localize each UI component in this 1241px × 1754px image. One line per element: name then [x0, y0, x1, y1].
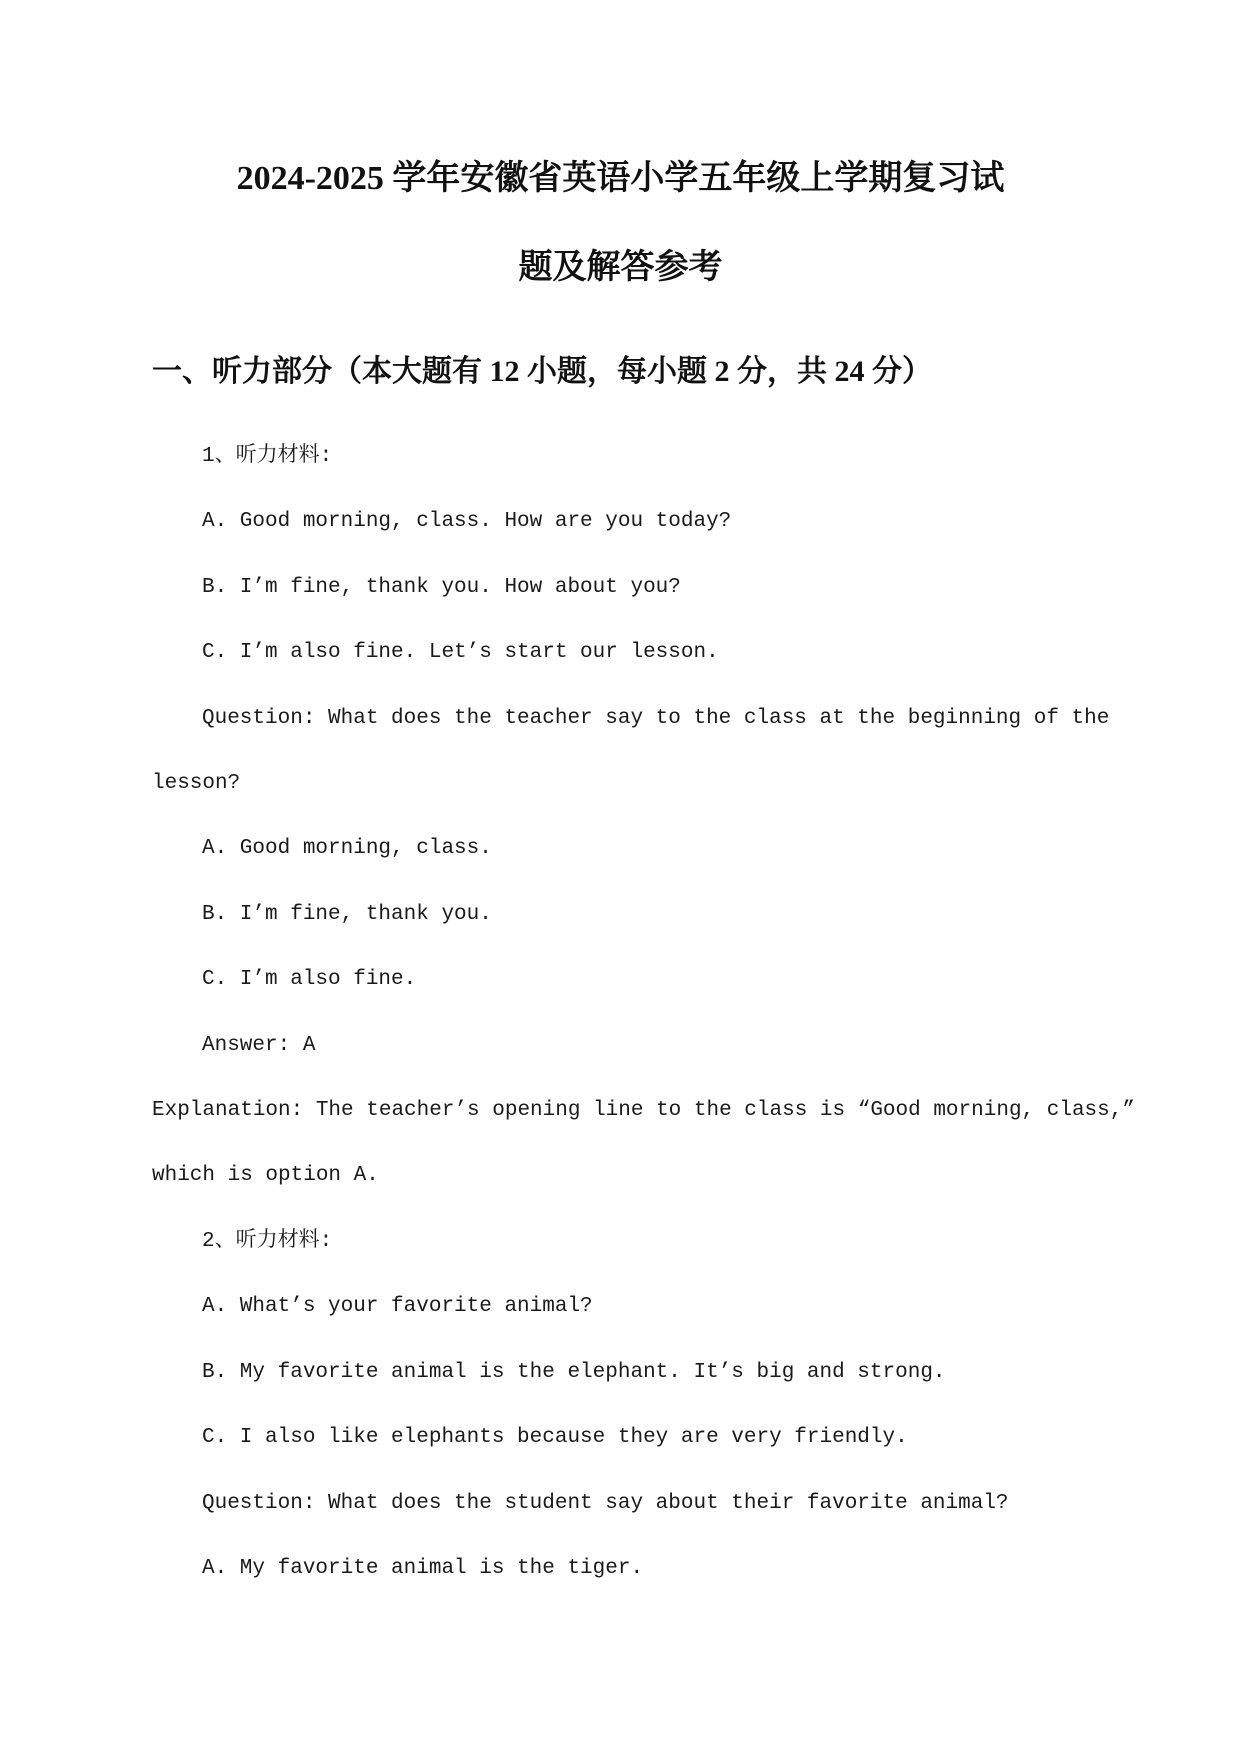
dialogue-line-c: C. I also like elephants because they are very friendly.	[202, 1426, 908, 1450]
dialogue-line-a: A. Good morning, class. How are you today?	[202, 510, 732, 534]
question-2	[152, 1209, 1152, 1601]
dialogue-line-a: A. What’s your favorite animal?	[202, 1295, 593, 1319]
option-a: A. Good morning, class.	[202, 837, 492, 861]
question-text: Question: What does the student say about their favorite animal?	[202, 1491, 1009, 1515]
dialogue-line-b: B. I’m fine, thank you. How about you?	[202, 575, 681, 599]
explanation: Explanation: The teacher’s opening line to the class is “Good morning, class,” which is option A.	[152, 1099, 1135, 1188]
section-heading: 一、听力部分（本大题有 12 小题，每小题 2 分，共 24 分）	[152, 355, 932, 388]
option-c: C. I’m also fine.	[202, 968, 417, 992]
answer: Answer: A	[202, 1033, 316, 1057]
dialogue-line-c: C. I’m also fine. Let’s start our lesson.	[202, 641, 719, 665]
question-1	[152, 424, 1152, 1209]
title-line-2: 题及解答参考	[518, 249, 723, 286]
question-text: Question: What does the teacher say to the class at the beginning of the lesson?	[152, 706, 1110, 796]
option-a: A. My favorite animal is the tiger.	[202, 1556, 644, 1580]
dialogue-line-b: B. My favorite animal is the elephant. It’s big and strong.	[202, 1360, 946, 1384]
listening-material-label: 2、听力材料:	[202, 1229, 333, 1253]
listening-material-label: 1、听力材料:	[202, 445, 333, 468]
option-b: B. I’m fine, thank you.	[202, 902, 492, 926]
document-title	[0, 134, 1241, 312]
document-body	[152, 424, 1152, 1601]
title-line-1: 2024-2025 学年安徽省英语小学五年级上学期复习试	[236, 160, 1005, 197]
